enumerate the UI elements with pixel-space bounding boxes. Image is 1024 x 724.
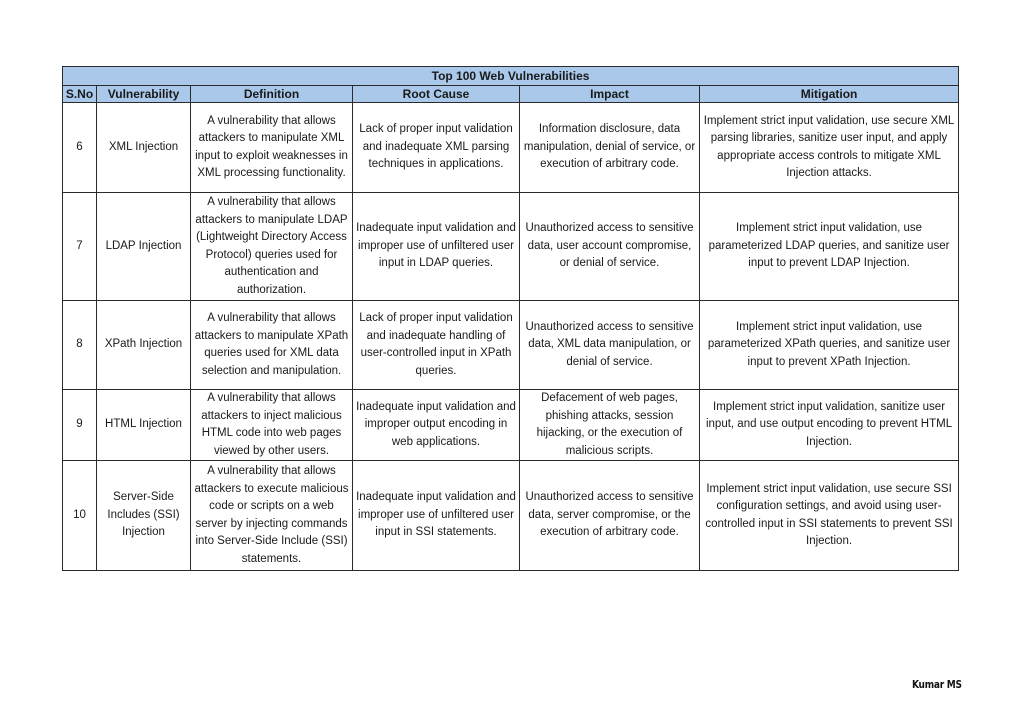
cell-sno: 9: [63, 390, 97, 461]
table-row: [63, 103, 959, 193]
cell-sno: 8: [63, 301, 97, 390]
cell-impact: Unauthorized access to sensitive data, server compromise, or the execution of arbitrary code.: [520, 461, 700, 571]
cell-impact: Information disclosure, data manipulation, denial of service, or execution of arbitrary code.: [520, 103, 700, 193]
cell-vulnerability: LDAP Injection: [97, 193, 191, 301]
cell-root-cause: Inadequate input validation and improper output encoding in web applications.: [353, 390, 520, 461]
author-signature: Kumar MS: [912, 678, 962, 691]
table-title: Top 100 Web Vulnerabilities: [63, 67, 959, 86]
table-row: [63, 461, 959, 571]
column-header-definition: Definition: [191, 86, 353, 103]
column-header-sno: S.No: [63, 86, 97, 103]
cell-definition: A vulnerability that allows attackers to execute malicious code or scripts on a web server by injecting commands into Server-Side Include (SSI) statements.: [191, 461, 353, 571]
cell-vulnerability: XML Injection: [97, 103, 191, 193]
cell-impact: Unauthorized access to sensitive data, user account compromise, or denial of service.: [520, 193, 700, 301]
cell-mitigation: Implement strict input validation, use secure XML parsing libraries, sanitize user input, and apply appropriate access controls to mitigate XML Injection attacks.: [700, 103, 959, 193]
column-header-mitigation: Mitigation: [700, 86, 959, 103]
column-header-vulnerability: Vulnerability: [97, 86, 191, 103]
column-header-root-cause: Root Cause: [353, 86, 520, 103]
cell-vulnerability: HTML Injection: [97, 390, 191, 461]
cell-mitigation: Implement strict input validation, use parameterized XPath queries, and sanitize user input to prevent XPath Injection.: [700, 301, 959, 390]
table-header-row: [63, 86, 959, 103]
cell-definition: A vulnerability that allows attackers to manipulate LDAP (Lightweight Directory Access Protocol) queries used for authentication and authorization.: [191, 193, 353, 301]
cell-mitigation: Implement strict input validation, use parameterized LDAP queries, and sanitize user input to prevent LDAP Injection.: [700, 193, 959, 301]
cell-sno: 7: [63, 193, 97, 301]
cell-root-cause: Lack of proper input validation and inadequate XML parsing techniques in applications.: [353, 103, 520, 193]
cell-definition: A vulnerability that allows attackers to inject malicious HTML code into web pages viewed by other users.: [191, 390, 353, 461]
cell-sno: 6: [63, 103, 97, 193]
cell-definition: A vulnerability that allows attackers to manipulate XPath queries used for XML data selection and manipulation.: [191, 301, 353, 390]
table-row: [63, 390, 959, 461]
cell-sno: 10: [63, 461, 97, 571]
table-row: [63, 301, 959, 390]
table-row: [63, 193, 959, 301]
cell-mitigation: Implement strict input validation, use secure SSI configuration settings, and avoid using user-controlled input in SSI statements to prevent SSI Injection.: [700, 461, 959, 571]
cell-vulnerability: Server-Side Includes (SSI) Injection: [97, 461, 191, 571]
cell-vulnerability: XPath Injection: [97, 301, 191, 390]
cell-root-cause: Inadequate input validation and improper use of unfiltered user input in SSI statements.: [353, 461, 520, 571]
cell-root-cause: Inadequate input validation and improper use of unfiltered user input in LDAP queries.: [353, 193, 520, 301]
cell-impact: Unauthorized access to sensitive data, XML data manipulation, or denial of service.: [520, 301, 700, 390]
cell-impact: Defacement of web pages, phishing attacks, session hijacking, or the execution of malicious scripts.: [520, 390, 700, 461]
column-header-impact: Impact: [520, 86, 700, 103]
cell-definition: A vulnerability that allows attackers to manipulate XML input to exploit weaknesses in XML processing functionality.: [191, 103, 353, 193]
table-title-row: [63, 67, 959, 86]
cell-root-cause: Lack of proper input validation and inadequate handling of user-controlled input in XPath queries.: [353, 301, 520, 390]
vulnerabilities-table: [62, 66, 959, 571]
cell-mitigation: Implement strict input validation, sanitize user input, and use output encoding to prevent HTML Injection.: [700, 390, 959, 461]
